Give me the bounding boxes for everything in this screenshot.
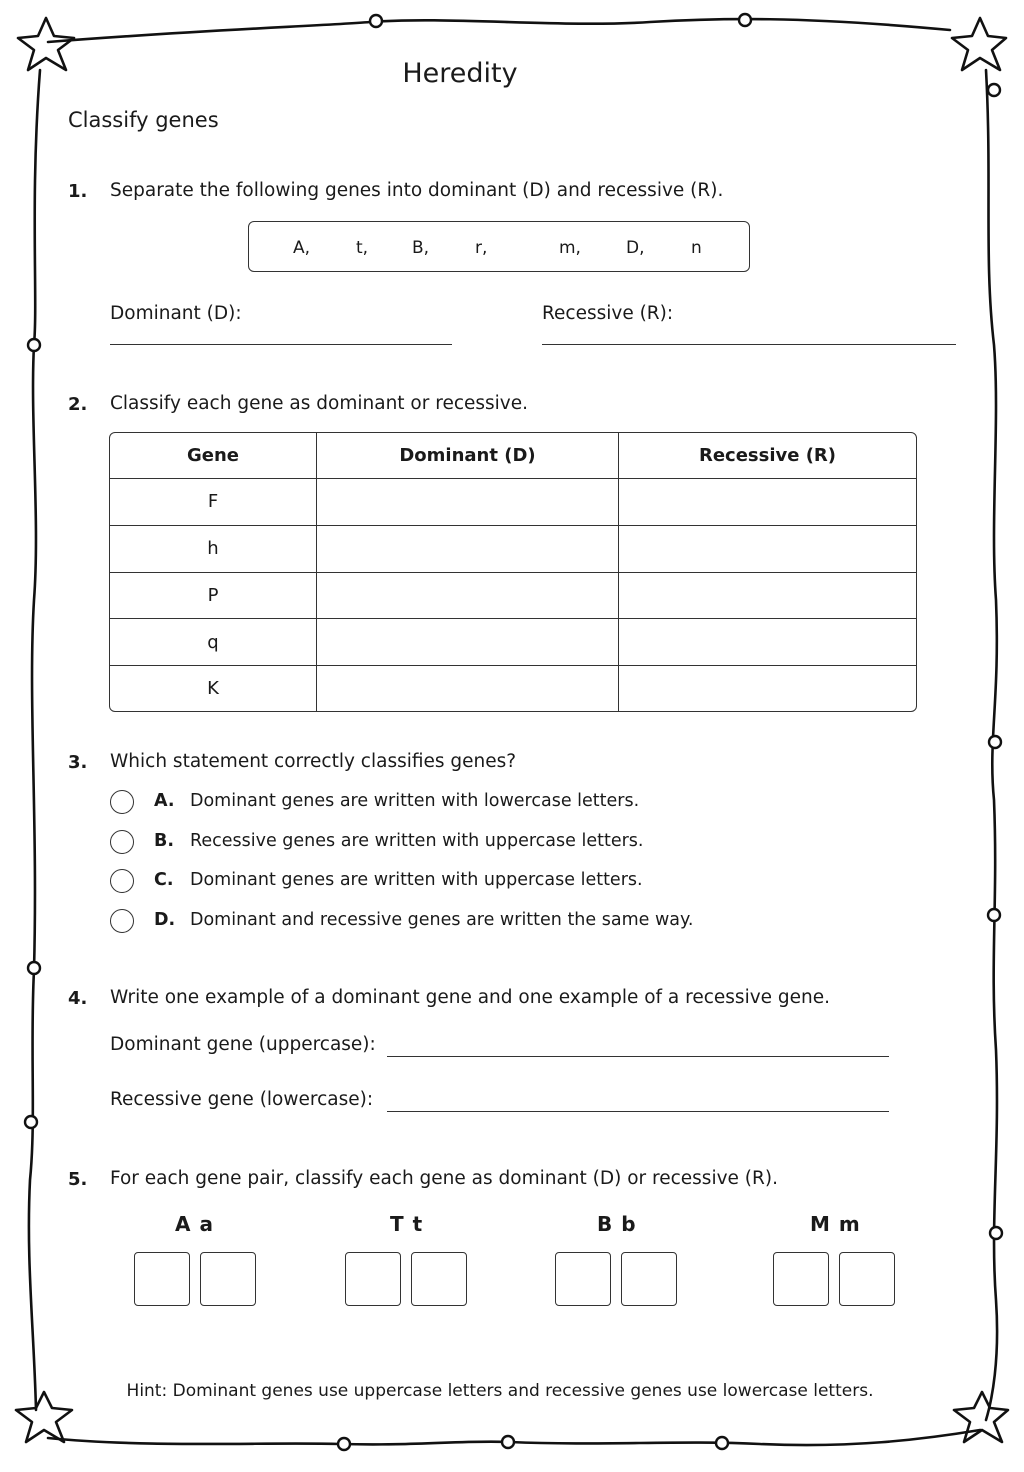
answer-box[interactable] bbox=[839, 1252, 895, 1306]
option-text: Dominant and recessive genes are written the same way. bbox=[190, 910, 694, 930]
recessive-cell[interactable] bbox=[619, 666, 916, 711]
dominant-label: Dominant (D): bbox=[110, 303, 242, 324]
option-letter: C. bbox=[154, 870, 174, 890]
q3-text: Which statement correctly classifies genes? bbox=[110, 751, 517, 772]
gene-classification-table bbox=[109, 432, 917, 712]
recessive-cell[interactable] bbox=[619, 573, 916, 620]
gene-cell: q bbox=[110, 619, 317, 666]
q1-text: Separate the following genes into dominant (D) and recessive (R). bbox=[110, 180, 724, 201]
answer-box[interactable] bbox=[555, 1252, 611, 1306]
answer-box[interactable] bbox=[200, 1252, 256, 1306]
dominant-gene-label: Dominant gene (uppercase): bbox=[110, 1034, 376, 1055]
answer-box[interactable] bbox=[134, 1252, 190, 1306]
radio-button[interactable] bbox=[110, 869, 134, 893]
gene-item: m, bbox=[559, 238, 581, 258]
option-text: Recessive genes are written with uppercase letters. bbox=[190, 831, 644, 851]
dominant-answer-line[interactable] bbox=[110, 344, 452, 345]
radio-button[interactable] bbox=[110, 830, 134, 854]
dominant-cell[interactable] bbox=[317, 573, 619, 620]
q3-number: 3. bbox=[68, 752, 88, 773]
gene-cell: h bbox=[110, 526, 317, 573]
gene-item: D, bbox=[626, 238, 645, 258]
answer-box[interactable] bbox=[411, 1252, 467, 1306]
option-letter: A. bbox=[154, 791, 175, 811]
section-subtitle: Classify genes bbox=[68, 108, 219, 132]
gene-item: A, bbox=[293, 238, 311, 258]
gene-item: B, bbox=[412, 238, 430, 258]
table-row bbox=[110, 666, 916, 711]
gene-pair-label: B b bbox=[597, 1212, 637, 1236]
radio-button[interactable] bbox=[110, 790, 134, 814]
table-row bbox=[110, 573, 916, 620]
gene-item: n bbox=[691, 238, 702, 258]
recessive-gene-answer-line[interactable] bbox=[387, 1111, 889, 1112]
header-gene: Gene bbox=[110, 433, 317, 479]
gene-item: t, bbox=[356, 238, 369, 258]
header-dominant: Dominant (D) bbox=[317, 433, 619, 479]
gene-pair-label: M m bbox=[810, 1212, 861, 1236]
answer-box[interactable] bbox=[773, 1252, 829, 1306]
hint-text: Hint: Dominant genes use uppercase letters and recessive genes use lowercase letters. bbox=[126, 1381, 874, 1401]
option-letter: B. bbox=[154, 831, 174, 851]
table-row bbox=[110, 619, 916, 666]
q4-text: Write one example of a dominant gene and one example of a recessive gene. bbox=[110, 987, 831, 1008]
header-recessive: Recessive (R) bbox=[619, 433, 916, 479]
gene-pair-label: T t bbox=[390, 1212, 424, 1236]
gene-cell: K bbox=[110, 666, 317, 711]
answer-box[interactable] bbox=[621, 1252, 677, 1306]
q2-number: 2. bbox=[68, 394, 88, 415]
recessive-cell[interactable] bbox=[619, 619, 916, 666]
dominant-cell[interactable] bbox=[317, 526, 619, 573]
page-title: Heredity bbox=[402, 58, 518, 89]
q4-number: 4. bbox=[68, 988, 88, 1009]
gene-cell: F bbox=[110, 479, 317, 526]
dominant-cell[interactable] bbox=[317, 479, 619, 526]
gene-pair-label: A a bbox=[175, 1212, 214, 1236]
recessive-cell[interactable] bbox=[619, 479, 916, 526]
gene-list-box bbox=[248, 221, 750, 272]
recessive-cell[interactable] bbox=[619, 526, 916, 573]
answer-box[interactable] bbox=[345, 1252, 401, 1306]
recessive-gene-label: Recessive gene (lowercase): bbox=[110, 1089, 374, 1110]
table-row bbox=[110, 526, 916, 573]
dominant-gene-answer-line[interactable] bbox=[387, 1056, 889, 1057]
gene-cell: P bbox=[110, 573, 317, 620]
recessive-label: Recessive (R): bbox=[542, 303, 674, 324]
option-text: Dominant genes are written with lowercase letters. bbox=[190, 791, 640, 811]
q2-text: Classify each gene as dominant or recessive. bbox=[110, 393, 529, 414]
option-letter: D. bbox=[154, 910, 176, 930]
radio-button[interactable] bbox=[110, 909, 134, 933]
q5-text: For each gene pair, classify each gene as dominant (D) or recessive (R). bbox=[110, 1168, 778, 1189]
dominant-cell[interactable] bbox=[317, 666, 619, 711]
q5-number: 5. bbox=[68, 1169, 88, 1190]
dominant-cell[interactable] bbox=[317, 619, 619, 666]
q1-number: 1. bbox=[68, 181, 88, 202]
gene-item: r, bbox=[475, 238, 488, 258]
option-text: Dominant genes are written with uppercase letters. bbox=[190, 870, 643, 890]
recessive-answer-line[interactable] bbox=[542, 344, 956, 345]
table-row bbox=[110, 479, 916, 526]
